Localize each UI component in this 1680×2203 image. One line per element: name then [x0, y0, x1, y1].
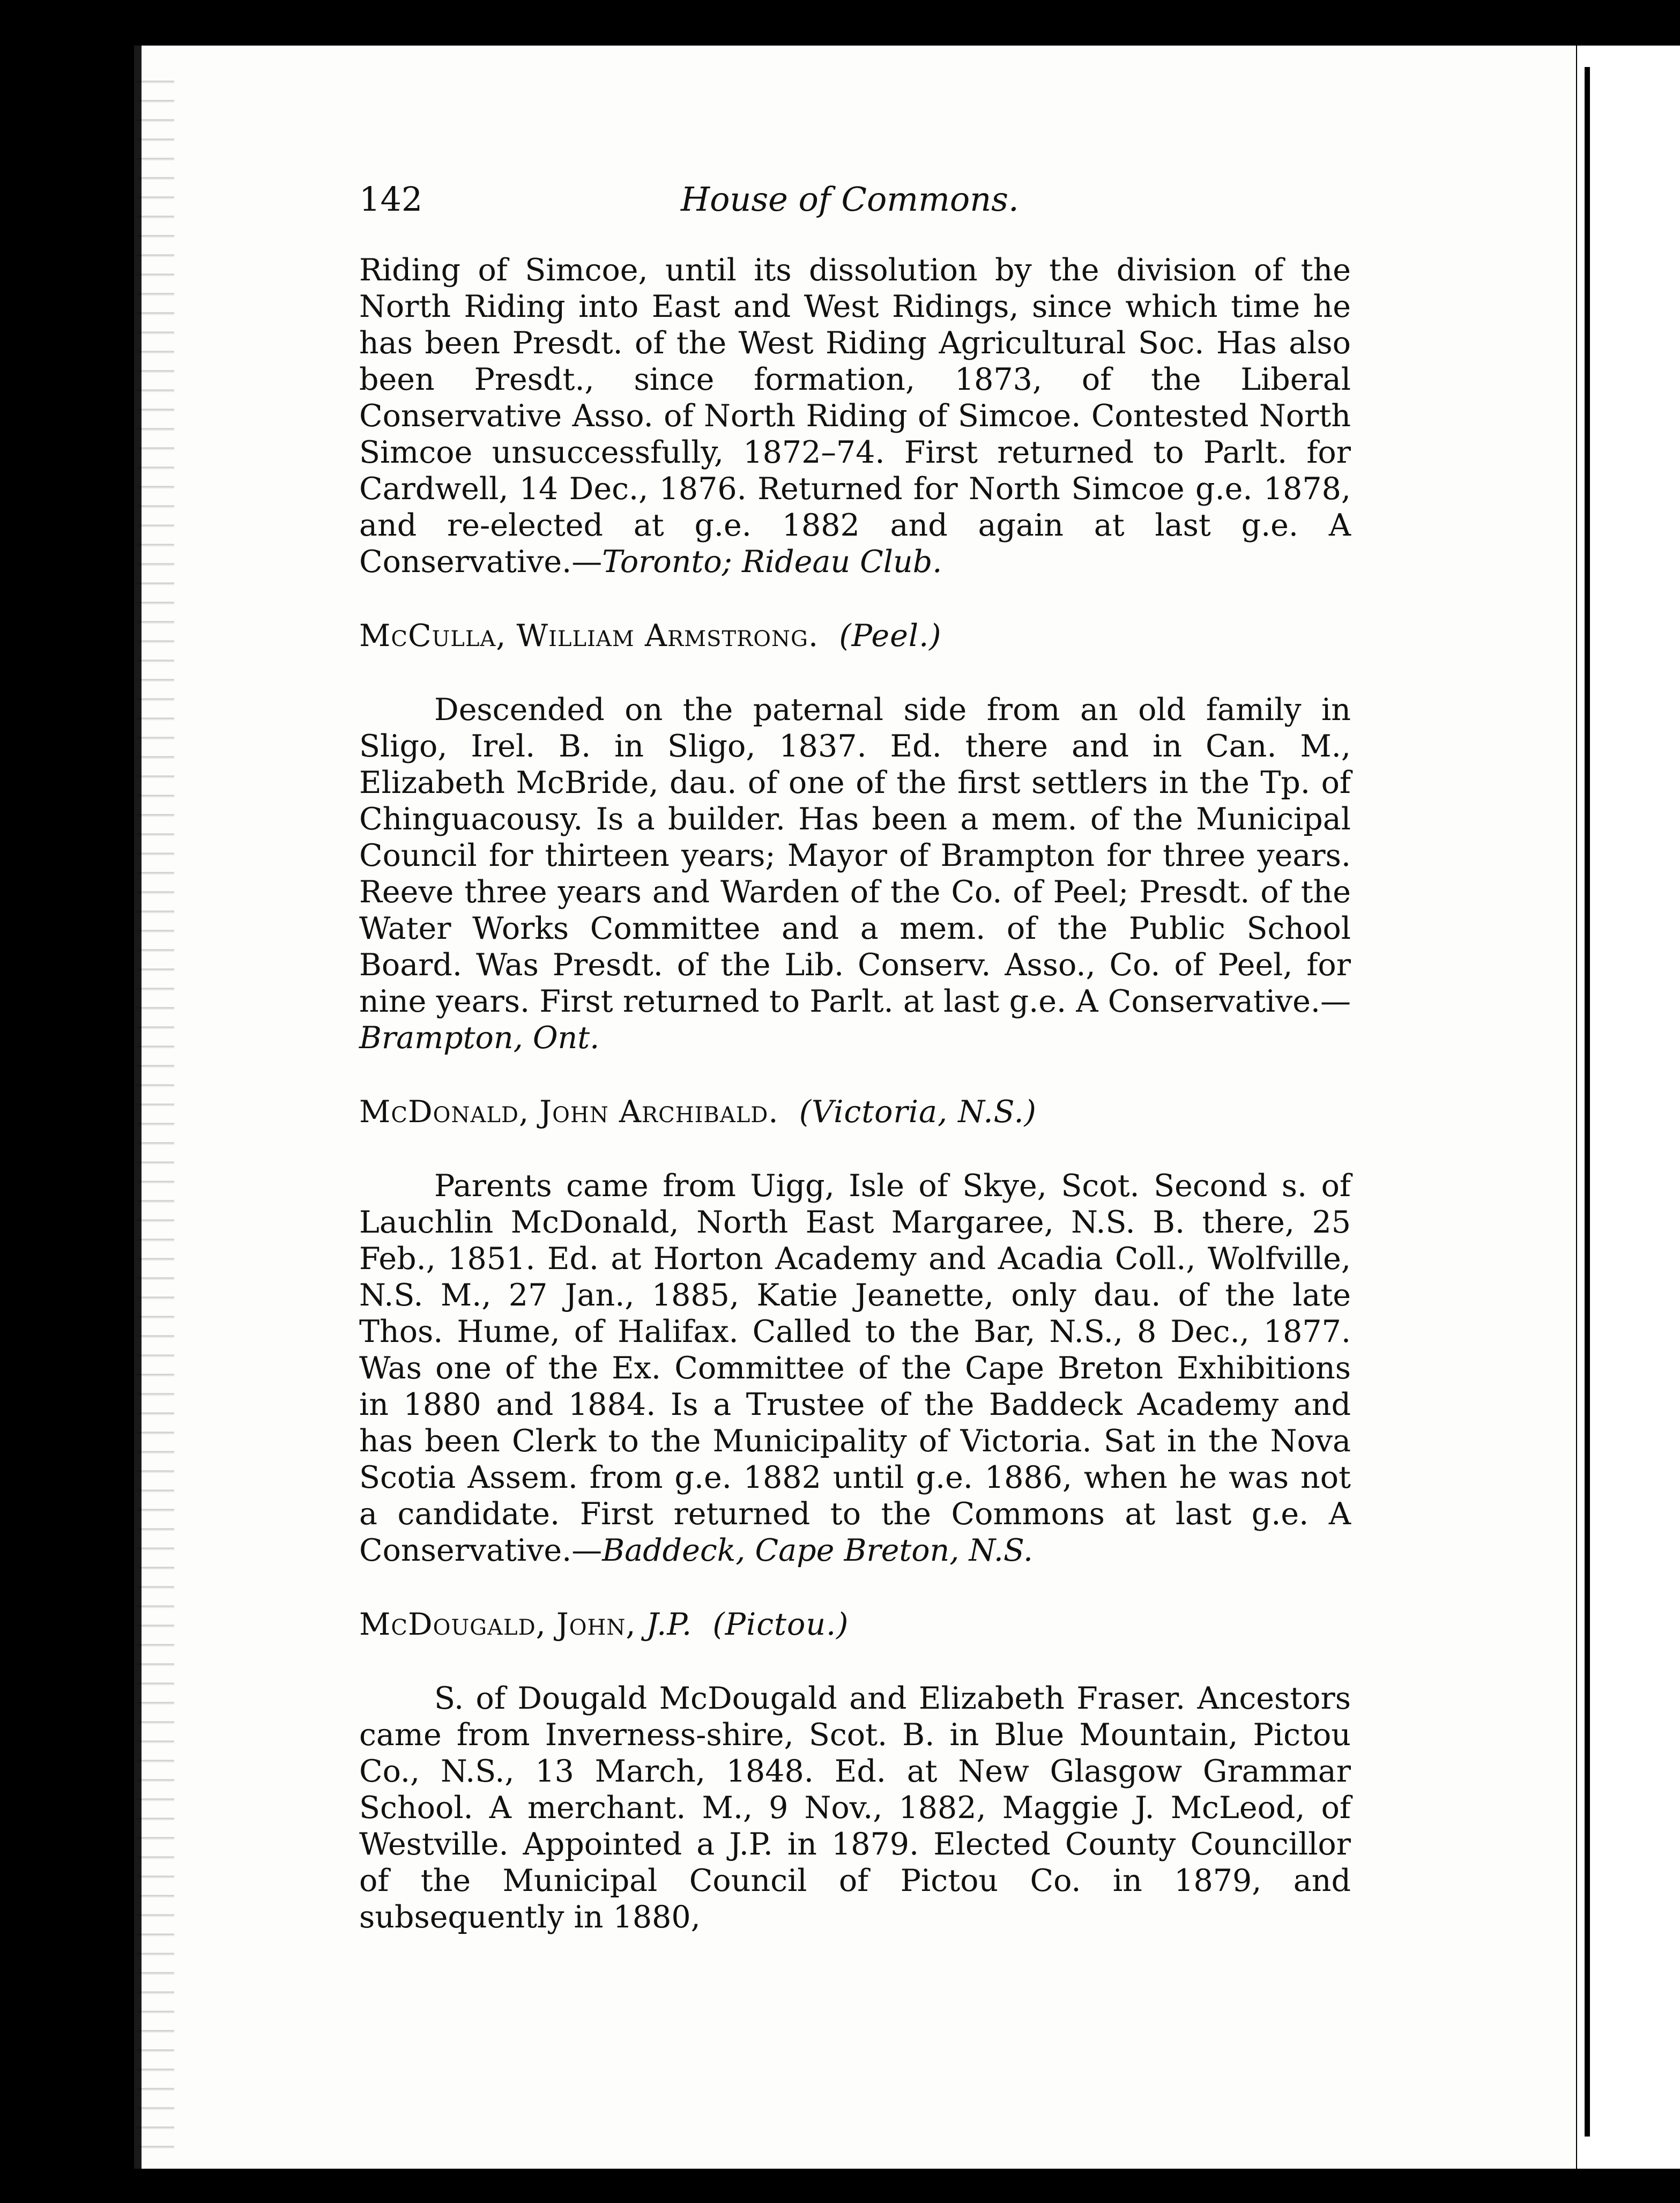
page-header: [359, 180, 1463, 228]
right-edge-line: [1585, 67, 1590, 2137]
entry-body-mcculla: [359, 692, 1351, 1056]
entry-name: McDonald, John Archibald.: [359, 1094, 779, 1130]
intro-text: Riding of Simcoe, until its dissolution by the division of the North Riding into East and West Ridings, since which time he has been Presdt. of the West Riding Agricultural Soc. Has also been Presdt., since formation, 1873, of the Liberal Conservative Asso. of North Riding of Simcoe. Contested North Simcoe unsuccessfully, 1872–74. First returned to Parlt. for Cardwell, 14 Dec., 1876. Returned for North Simcoe g.e. 1878, and re-elected at g.e. 1882 and again at last g.e. A Conservative.—: [359, 253, 1351, 580]
entry-heading-mcdonald: [359, 1094, 1351, 1130]
entry-address: Brampton, Ont.: [359, 1020, 600, 1056]
right-margin: [1577, 46, 1680, 2169]
entry-constituency: (Pictou.): [712, 1607, 849, 1642]
entry-text: Descended on the paternal side from an old family in Sligo, Irel. B. in Sligo, 1837. Ed. there and in Can. M., Elizabeth McBride, dau. of one of the first settlers in the Tp. of Chinguacousy. Is a builder. Has been a mem. of the Municipal Council for thirteen years; Mayor of Brampton for three years. Reeve three years and Warden of the Co. of Peel; Presdt. of the Water Works Committee and a mem. of the Public School Board. Was Presdt. of the Lib. Conserv. Asso., Co. of Peel, for nine years. First returned to Parlt. at last g.e. A Conservative.—: [359, 692, 1351, 1019]
entry-constituency: (Peel.): [839, 618, 942, 654]
scan-edge-noise: [137, 64, 174, 2155]
entry-text: Parents came from Uigg, Isle of Skye, Scot. Second s. of Lauchlin McDonald, North East Margaree, N.S. B. there, 25 Feb., 1851. Ed. at Horton Academy and Acadia Coll., Wolfville, N.S. M., 27 Jan., 1885, Katie Jeanette, only dau. of the late Thos. Hume, of Halifax. Called to the Bar, N.S., 8 Dec., 1877. Was one of the Ex. Committee of the Cape Breton Exhibitions in 1880 and 1884. Is a Trustee of the Baddeck Academy and has been Clerk to the Municipality of Victoria. Sat in the Nova Scotia Assem. from g.e. 1882 until g.e. 1886, when he was not a candidate. First returned to the Commons at last g.e. A Conservative.—: [359, 1168, 1351, 1568]
running-head: House of Commons.: [681, 180, 1019, 219]
page-number: 142: [359, 180, 423, 219]
page-body: [359, 252, 1351, 1935]
intro-paragraph: [359, 252, 1351, 580]
entry-heading-mcdougald: [359, 1606, 1351, 1643]
entry-address: Baddeck, Cape Breton, N.S.: [602, 1533, 1033, 1568]
entry-name: McDougald, John,: [359, 1607, 636, 1642]
entry-title: J.P.: [646, 1607, 693, 1642]
intro-address: Toronto; Rideau Club.: [602, 544, 942, 580]
entry-name: McCulla, William Armstrong.: [359, 618, 819, 654]
entry-body-mcdougald: [359, 1680, 1351, 1935]
entry-body-mcdonald: [359, 1168, 1351, 1569]
entry-text: S. of Dougald McDougald and Elizabeth Fraser. Ancestors came from Inverness-shire, Scot. B. in Blue Mountain, Pictou Co., N.S., 13 March, 1848. Ed. at New Glasgow Grammar School. A merchant. M., 9 Nov., 1882, Maggie J. McLeod, of Westville. Appointed a J.P. in 1879. Elected County Councillor of the Municipal Council of Pictou Co. in 1879, and subsequently in 1880,: [359, 1681, 1351, 1935]
entry-heading-mcculla: [359, 618, 1351, 654]
entry-constituency: (Victoria, N.S.): [799, 1094, 1037, 1130]
